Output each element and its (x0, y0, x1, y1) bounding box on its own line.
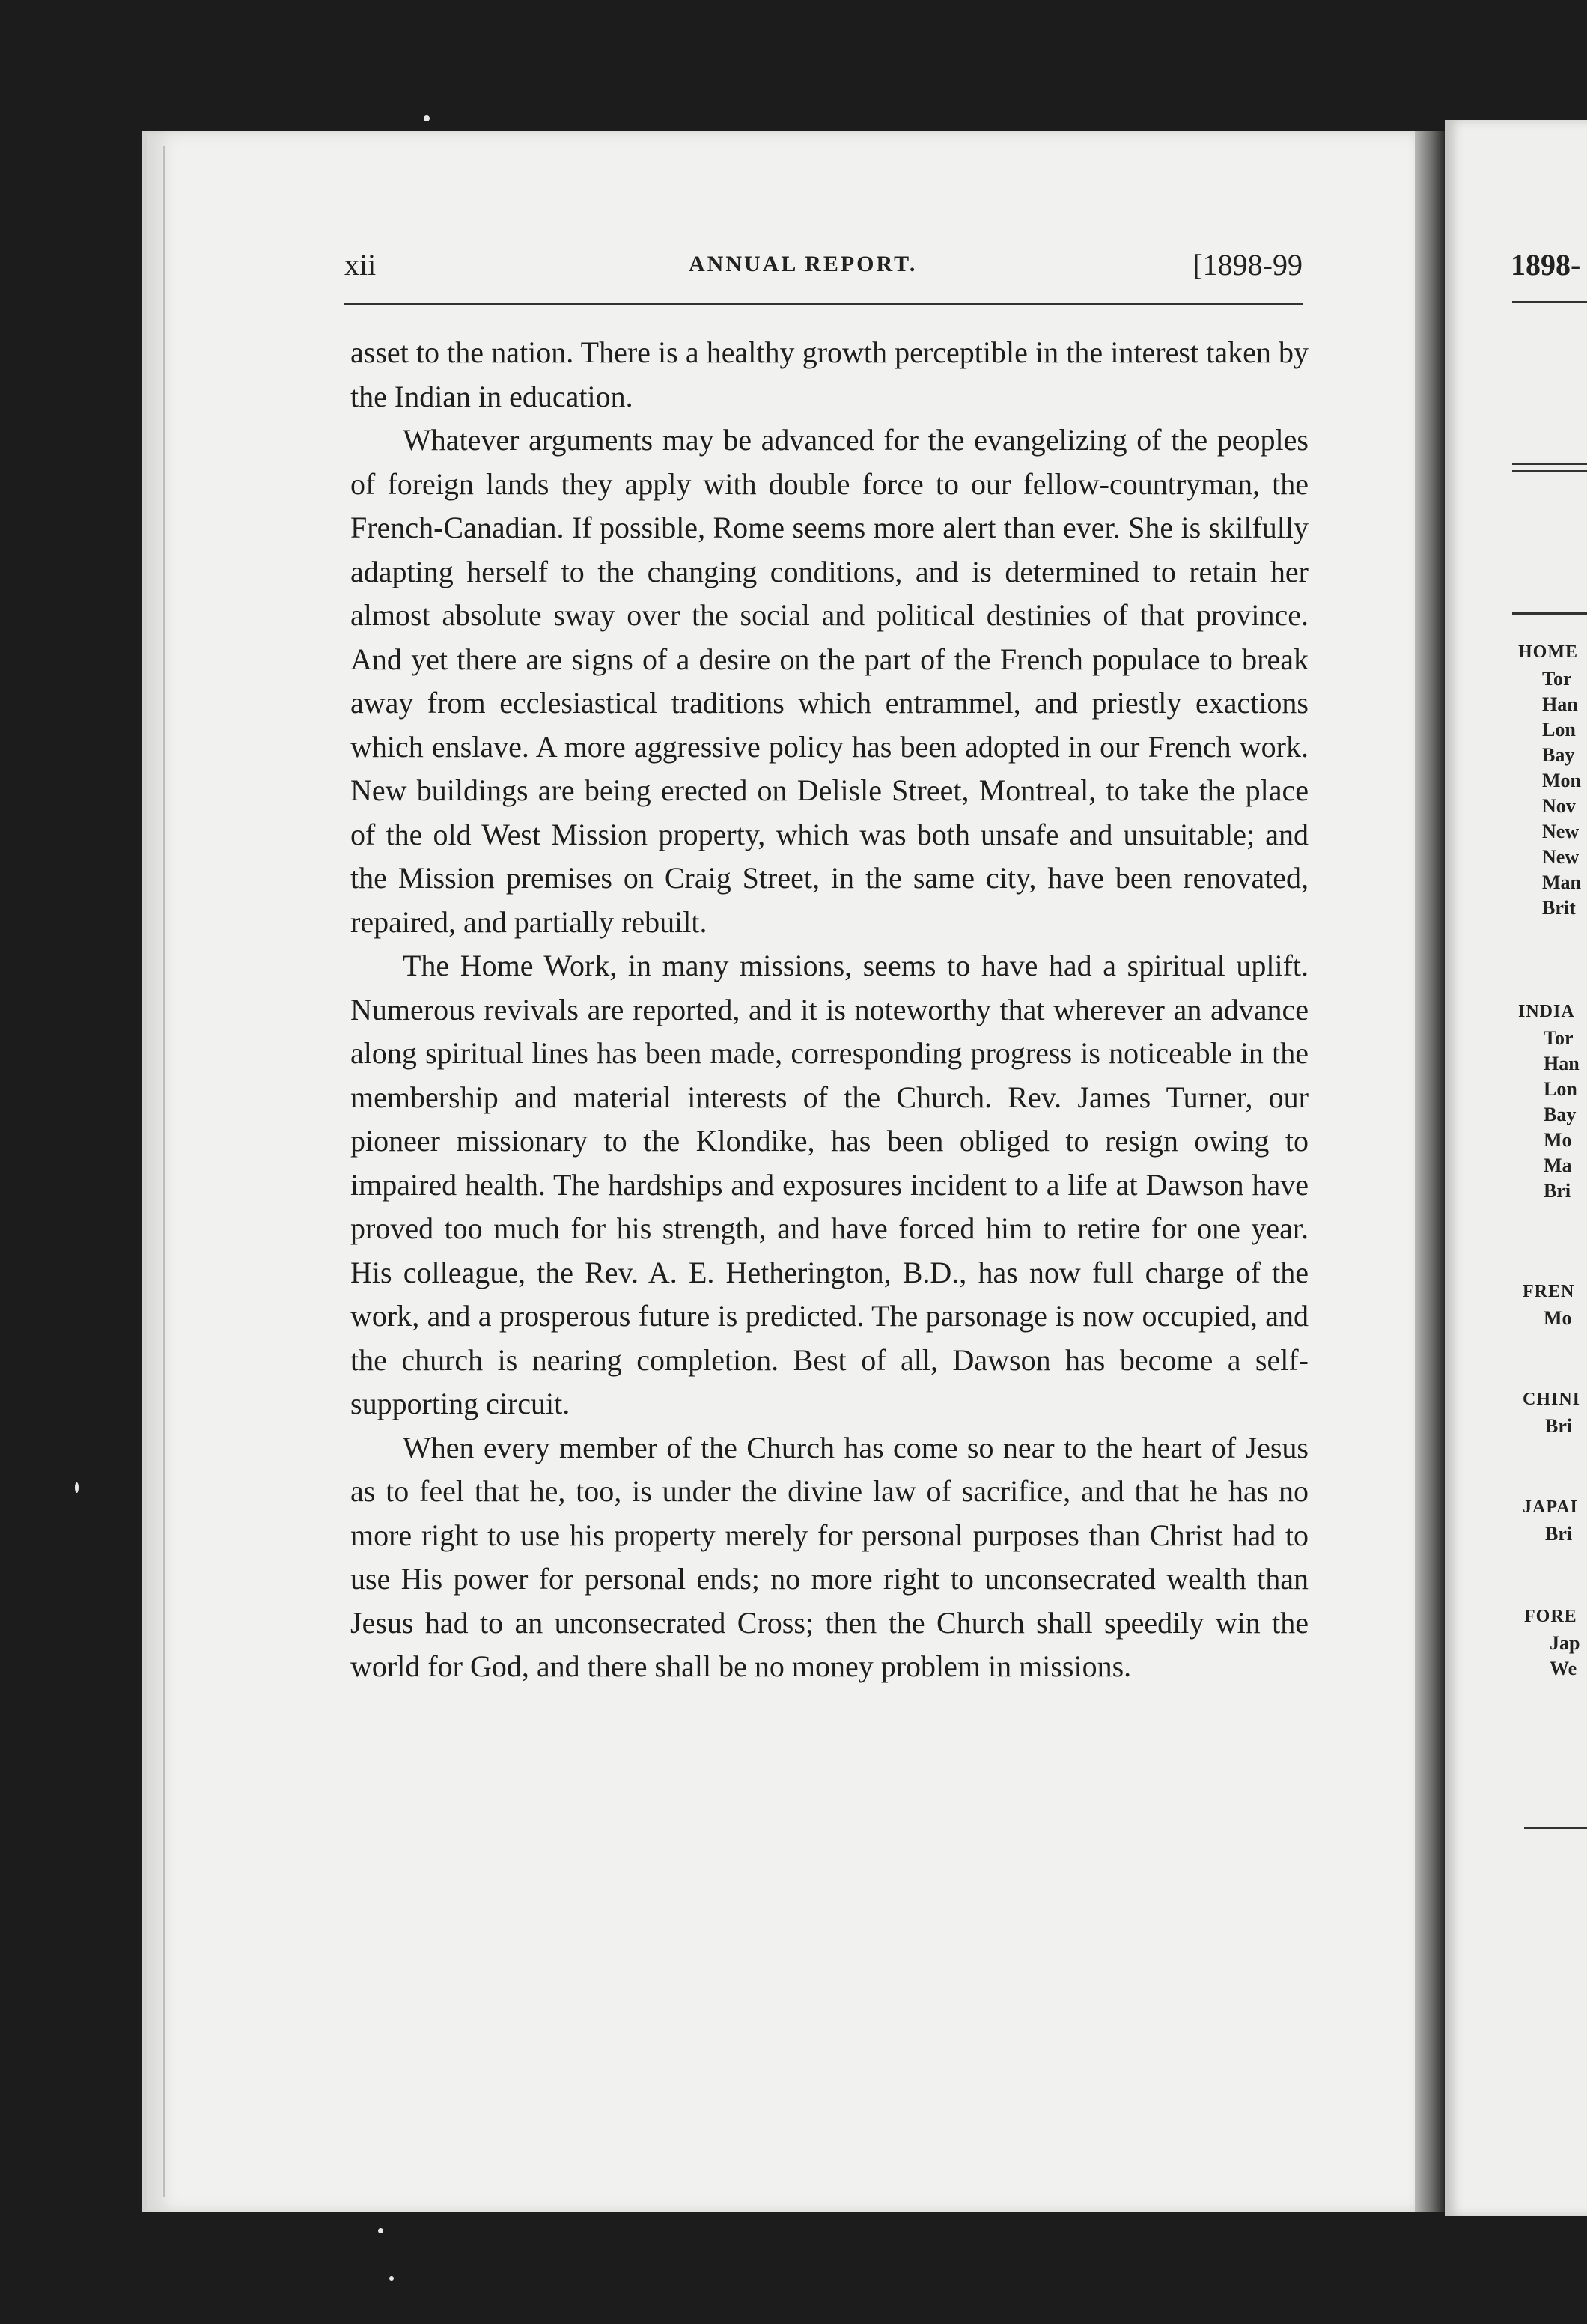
section-item: Lon (1542, 719, 1576, 740)
section-item: Bay (1544, 1104, 1577, 1125)
section-item: Bri (1545, 1415, 1573, 1437)
section-label-home: HOME (1518, 642, 1578, 662)
section-item: We (1550, 1658, 1577, 1679)
section-item: Bri (1544, 1180, 1571, 1202)
running-head (344, 247, 1318, 283)
section-item: Bri (1545, 1523, 1573, 1545)
section-item: Jap (1550, 1632, 1580, 1654)
section-item: Mo (1544, 1129, 1572, 1151)
page-edge (163, 146, 165, 2197)
running-title: ANNUAL REPORT. (689, 252, 918, 276)
right-page-year: 1898- (1511, 248, 1581, 282)
section-item: Han (1544, 1053, 1580, 1074)
section-item: Bay (1542, 744, 1575, 766)
dust-speck (378, 2228, 383, 2233)
section-item: New (1542, 821, 1580, 842)
paragraph: Whatever arguments may be advanced for the evangelizing of the peoples of foreign lands they apply with double force to our fellow-countryman, the French-Canadian. If possible, Rome seems more alert than ever. She is skilfully adapting herself to the changing conditions, and is determined to retain her almost absolute sway over the social and political destinies of that province. And yet there are signs of a desire on the part of the French populace to break away from ecclesiastical traditions which entrammel, and priestly exactions which enslave. A more aggressive policy has been adopted in our French work. New buildings are being erected on Delisle Street, Montreal, to take the place of the old West Mission property, which was both unsafe and unsuitable; and the Mission premises on Craig Street, in the same city, have been renovated, repaired, and partially rebuilt. (350, 423, 1309, 939)
paragraph: asset to the nation. There is a healthy growth perceptible in the interest taken by the Indian in education. (350, 335, 1309, 413)
section-item: Brit (1542, 897, 1576, 919)
dust-speck (389, 2276, 394, 2281)
header-rule (344, 303, 1303, 305)
section-item: New (1542, 846, 1580, 868)
section-label-indian: INDIA (1518, 1002, 1575, 1021)
paragraph: When every member of the Church has come so near to the heart of Jesus as to feel that he, too, is under the divine law of sacrifice, and that he has no more right to use his property merely for personal purposes than Christ had to use His power for personal ends; no more right to unconsecrated wealth than Jesus had to an unconsecrated Cross; then the Church shall speedily win the world for God, and there shall be no money problem in missions. (350, 1430, 1309, 1683)
paragraph: The Home Work, in many missions, seems to have had a spiritual uplift. Numerous revivals are reported, and it is noteworthy that wherever an advance along spiritual lines has been made, corresponding progress is noticeable in the membership and material interests of the Church. Rev. James Turner, our pioneer missionary to the Klondike, has been obliged to resign owing to impaired health. The hardships and exposures incident to a life at Dawson have proved too much for his strength, and have forced him to retire for one year. His colleague, the Rev. A. E. Hetherington, B.D., has now full charge of the work, and a prosperous future is predicted. The parsonage is now occupied, and the church is nearing completion. Best of all, Dawson has become a self-supporting circuit. (350, 949, 1309, 1420)
body-text (350, 331, 1309, 1689)
section-label-chinese: CHINI (1523, 1390, 1581, 1409)
section-item: Nov (1542, 795, 1576, 817)
dust-speck (424, 115, 430, 121)
section-item: Mo (1544, 1307, 1572, 1329)
section-item: Ma (1544, 1155, 1572, 1176)
right-page-rule (1512, 612, 1587, 615)
section-item: Tor (1542, 668, 1572, 690)
page-number: xii (344, 248, 377, 282)
section-item: Mon (1542, 770, 1581, 791)
right-page-rule (1512, 301, 1587, 303)
section-label-french: FREN (1523, 1282, 1575, 1301)
book-gutter (1415, 131, 1445, 2212)
section-item: Tor (1544, 1027, 1574, 1049)
dust-speck (75, 1482, 79, 1493)
report-year: [1898-99 (1192, 248, 1303, 282)
right-page-double-rule (1512, 470, 1587, 472)
section-item: Han (1542, 693, 1578, 715)
section-label-japan: JAPAI (1523, 1497, 1578, 1517)
section-label-foreign: FORE (1524, 1607, 1577, 1626)
right-page-double-rule (1512, 463, 1587, 465)
right-page-rule (1524, 1827, 1587, 1829)
section-item: Lon (1544, 1078, 1577, 1100)
section-item: Man (1542, 872, 1581, 893)
